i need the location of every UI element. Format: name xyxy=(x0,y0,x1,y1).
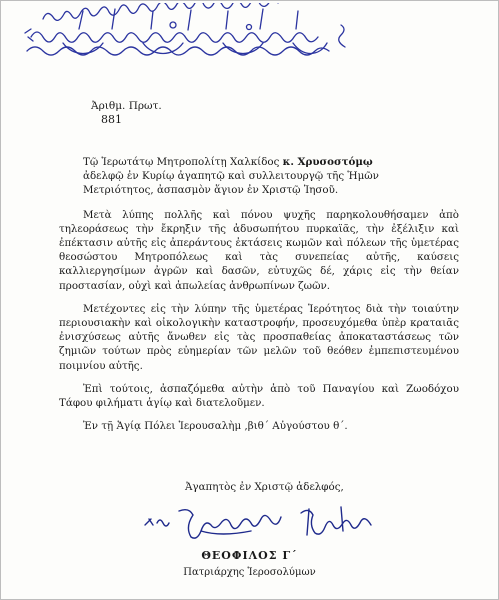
address-line-2: ἀδελφῷ ἐν Κυρίῳ ἀγαπητῷ καὶ συλλειτουργῷ τῆς Ἡμῶν xyxy=(83,170,379,183)
letter-body xyxy=(59,155,459,442)
address-prefix: Τῷ Ἱερωτάτῳ Μητροπολίτῃ Χαλκίδος xyxy=(83,156,283,168)
handwritten-signature xyxy=(141,501,381,541)
paragraph-1: Μετὰ λύπης πολλῆς καὶ πόνου ψυχῆς παρηκολουθήσαμεν ἀπὸ τηλεοράσεως τὴν ἔκρηξιν τῆς ἀδυσωπήτου πυρκαϊᾶς, τὴν ἐξέλιξιν καὶ ἐπέκτασιν αὐτῆς εἰς ἀπεράντους ἐκτάσεις κωμῶν καὶ πόλεων τῆς ὑμετέρας θεοσώστου Μητροπόλεως καὶ τὰς συνεπείας αὐτῆς, καύσεις καλλιεργησίμων ἀγρῶν καὶ δασῶν, εὐτυχῶς δέ, χάρις εἰς τὴν θείαν προστασίαν, οὐχὶ καὶ ἀπωλείας ἀνθρωπίνων ζωῶν. xyxy=(59,208,459,292)
address-name: κ. Χρυσοστόμῳ xyxy=(282,156,373,168)
protocol-label: Ἀριθμ. Πρωτ. xyxy=(91,100,162,112)
address-line-3: Μετριότητος, ἀσπασμὸν ἅγιον ἐν Χριστῷ Ἰησοῦ. xyxy=(83,184,339,197)
signatory-title: Πατριάρχης Ἱεροσολύμων xyxy=(183,567,316,578)
handwritten-seal-letterhead xyxy=(23,3,353,69)
paragraph-2: Μετέχοντες εἰς τὴν λύπην τῆς ὑμετέρας Ἱερότητος διὰ τὴν τοιαύτην περιουσιακὴν καὶ οἰκολογικὴν καταστροφήν, προσευχόμεθα ὑπὲρ κραταιᾶς ἐνισχύσεως αὐτῆς ἄνωθεν εἰς τὰς προσπαθείας ἀποκαταστάσεως τῶν ζημιῶν τούτων πρὸς εὐημερίαν τῶν μελῶν τοῦ θεόθεν ἐμπεπιστευμένου ποιμνίου αὐτῆς. xyxy=(59,302,459,372)
protocol-number: 881 xyxy=(101,113,122,126)
closing-salutation: Ἀγαπητὸς ἐν Χριστῷ ἀδελφός, xyxy=(185,481,344,493)
protocol-number-block xyxy=(91,99,162,127)
dateline: Ἐν τῇ Ἁγίᾳ Πόλει Ἱερουσαλὴμ ‚βιθ΄ Αὐγούστου θ΄. xyxy=(83,420,348,433)
signatory-name: ΘΕΟΦΙΛΟΣ Γ΄ xyxy=(201,549,298,562)
letter-address xyxy=(59,155,459,198)
paragraph-3: Ἐπὶ τούτοις, ἀσπαζόμεθα αὐτὴν ἀπὸ τοῦ Παναγίου καὶ Ζωοδόχου Τάφου φιλήματι ἁγίῳ καὶ διατελοῦμεν. xyxy=(59,382,459,410)
